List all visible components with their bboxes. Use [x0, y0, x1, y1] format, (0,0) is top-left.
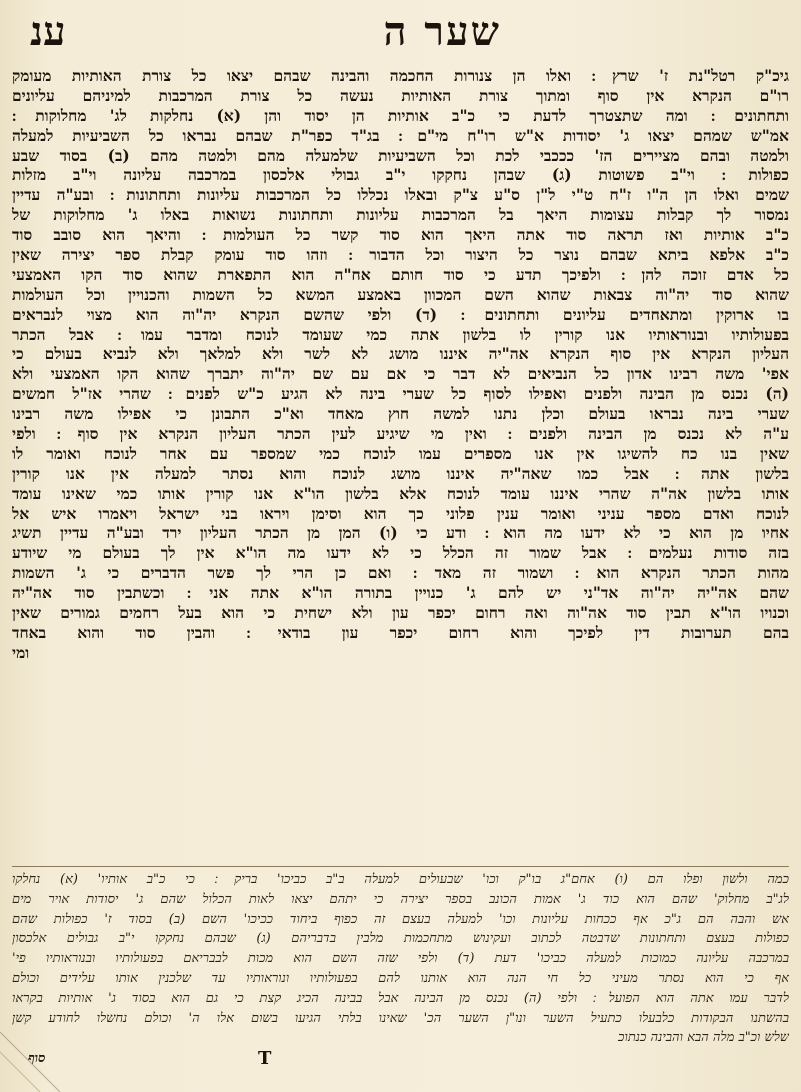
footer-catchword: סוף: [28, 1051, 46, 1066]
text-line: אמ"ש שמהם יצאו ג' יסודות א"ש רו"ח מי"ם ׃ בג"ד כפר"ת שבהם נבראו כל השביעיות למעלה: [12, 125, 789, 145]
text-line: גיכ"ק רטל"נת ז' שרץ ׃ ואלו הן צנורות החכמה והבינה שבהם יצאו כל צורת האותיות מעומק: [12, 66, 789, 85]
text-line: בו ארוקין ומתאחדים עליונים ותחתונים ׃ (ד) ולפי שהשם הנקרא יה"וה הוא מצוי לנבראים: [12, 304, 789, 324]
main-text-block: [12, 66, 789, 663]
text-line: ותחתונים ׃ ומה שתצטרך לדעת כי כ"ב אותיות הן יסוד והן (א) נחלקות לג' מחלוקות ׃: [12, 105, 789, 125]
text-line: נמסור לך קבלות עצומות היאך בל המרכבות עליונות ותחתונות נשואות באלו ג' מחלוקות של: [12, 205, 789, 225]
text-line: ומי: [12, 642, 30, 662]
notes-divider: [12, 866, 789, 867]
text-line: אותו בלשון אה"ה שהרי איננו עומד לנוכח אלא בלשון הו"א אנו קורין אותו כמי שאינו עומד: [12, 483, 789, 503]
commentary-notes-block: [12, 870, 789, 1048]
page-footer: [0, 1050, 801, 1072]
page-corner-crease: [0, 1022, 70, 1092]
note-line: כפולות בעצם ותחתונות שדבטה לכתוב ועקינוש מתחכמות מלבין בדבריהם (ג) שבהם נחקקו י"ב גבולים אלכסון: [12, 931, 789, 947]
text-line: ע"ה לא נכנס מן הבינה ולפנים ׃ ואין מי שיגיע לעין הכתר העליון הנקרא אין סוף ׃ ולפי: [12, 424, 789, 444]
text-line: העליון הנקרא אין סוף הנקרא אה"יה איננו מושג לא לשר ולא למלאך ולא לנביא בעולם כי: [12, 344, 789, 364]
note-line: במרכבה עליונה כמוכות למעלה כביכו' דעת (ד) ולפי שזה השם הוא מכות לבבריאם בפעולותיו ובנוראותיו פי': [12, 951, 789, 967]
text-line: שערי בינה נבראו בעולם וכלן נתנו למשה חוץ מאחד וא"כ התבונן כי אפילו משה רבינו: [12, 404, 789, 424]
text-line: וכנויו הו"א תבין סוד אה"וה ואה רחום יכפר עון ולא ישחית כי הוא בעל רחמים גמורים שאין: [12, 603, 789, 623]
text-line: כ"ב אלפא ביתא שבהם נוצר כל היצור וכל הדבור ׃ וזהו סוד עומק קבלת ספר יצירה שאין: [12, 245, 789, 265]
text-line: כ"ב אותיות ואז תראה סוד אתה היאך הוא סוד קשר כל העולמות ׃ והיאך הוא סובב סוד: [12, 225, 789, 245]
note-line: בהשתנו הבקודות כלבעלו כתעיל השער ונו"ן השער הכ' שאינו בלתי הגיעו בשום אלו ה' וכולם נחשלו לחודע קשן: [12, 1010, 789, 1026]
text-line: אחיו מן הוא כי לא ידעו מה הוא ׃ ודע כי (ו) המן מן הכתר העליון ירד ובע"ה עדיין תשיג: [12, 523, 789, 543]
page-number: ענ: [30, 8, 66, 55]
note-line: לדבר עמו אתה הוא הפועל ׃ ולפי (ה) נכנס מן הבינה אבל בבינה הכיג קצת כי גם הוא בסוד ג' אותיות בקראו: [12, 990, 789, 1006]
text-line: לנוכח ואדם מספר עניני ואומר ענין פלוני כך הוא וסימן ויראו בני ישראל ויאמרו איש אל: [12, 503, 789, 523]
text-line: כפולות ׃ וי"ב פשוטות (ג) שבהן נחקקו י"ב גבולי אלכסון במרכבה עליונה וי"ב מזלות: [12, 165, 789, 185]
text-line: אפי' משה רבינו אדון כל הנביאים לא דבר כי אם עם שם יה"וה יתברך שהוא הקו האמצעי ולא: [12, 364, 789, 384]
note-line: אף כי הוא נסתר מעיני כל חי הנה הוא אותנו להם בפעולותיו ונוראותיו עד שלכנין אותו עלידים וכולם: [12, 970, 789, 986]
page-title: שער ה: [383, 8, 501, 55]
text-line: בזה סודות נעלמים ׃ אבל שמור זה הכלל כי לא ידעו מה הו"א אין לך בעולם מי שיודע: [12, 543, 789, 563]
note-line: שלש וכ"ב מלה הבא והבינה כנתוכ: [618, 1030, 789, 1046]
text-line: שמים ואלו הן ה"ו ז"ח ט"י ל"ן ס"ע צ"ק ובאלו נכללו כל המרכבות עליונות ותחתונות ׃ ובע"ה עדיין: [12, 185, 789, 205]
text-line: ולמטה ובהם מציירים הז' כככבי לכת וכל השביעיות שלמעלה מהם ולמטה מהם (ב) בסוד שבע: [12, 145, 789, 165]
text-line: שאין בנו כח להשיגו אין אנו מספרים עמו לנוכח כמי שמספר עם אחר לנוכח ואומר לו: [12, 443, 789, 463]
note-line: לג"ב מחלוק' שהם הוא כוד ג' אמות הכונב בספר יצירה כי יתהם יצאו לאות הכלול שהם ג' יסודות אויר מים: [12, 891, 789, 907]
text-line: בהם תערובות דין לפיכך והוא רחום יכפר עון בודאי ׃ והבין סוד והוא באחד: [12, 622, 789, 642]
text-line: (ה) נכנס מן הבינה ולפנים ואפילו לסוף כל שערי בינה לא הגיע כ"ש לפנים ׃ שהרי אז"ל חמשים: [12, 384, 789, 404]
text-line: בלשון אתה ׃ אבל כמו שאה"יה איננו מושג לנוכח והוא נסתר למעלה אין אנו קורין: [12, 463, 789, 483]
page-header: [0, 4, 801, 62]
text-line: רו"ם הנקרא אין סוף ומתוך צורת האותיות נעשה כל צורת המרכבות למיניהם עליונים: [12, 85, 789, 105]
text-line: בפעולותיו ובנוראותיו אנו קורין לו בלשון אתה כמי שעומד לנוכח ומדבר עמו ׃ אבל הכתר: [12, 324, 789, 344]
printer-signature-mark: T: [258, 1048, 272, 1069]
text-line: שהם אה"יה יה"וה אד"ני יש להם ג' כנויין בתורה הו"א אתה אני ׃ וכשתבין סוד אה"יה: [12, 583, 789, 603]
note-line: אש והבה הם ג"כ אף ככחות עליונות וכו' למעלה בעצם זה כפוף ביחוד ככיכו' השם (ב) בסוד ז' כפולות שהם: [12, 911, 789, 927]
note-line: כמה ולשון ופלו הם (ו) אחם"ג בו"ק וכו' שבעולים למעלה ב"ב כביכו' בריק ׃ כי כ"ב אותיו' (א) נחלקו: [12, 872, 789, 887]
text-line: כל אדם זוכה להן ׃ ולפיכך תדע כי סוד חותם אח"ה הוא התפארת שהוא סוד הקו האמצעי: [12, 264, 789, 284]
text-line: שהוא סוד יה"וה צבאות שהוא השם המכוון באמצע המשא כל השמות והכנויין וכל העולמות: [12, 284, 789, 304]
text-line: מהות הכתר הנקרא הוא ׃ ושמור זה מאד ׃ ואם כן הרי לך פשר הדברים כי ג' השמות: [12, 563, 789, 583]
